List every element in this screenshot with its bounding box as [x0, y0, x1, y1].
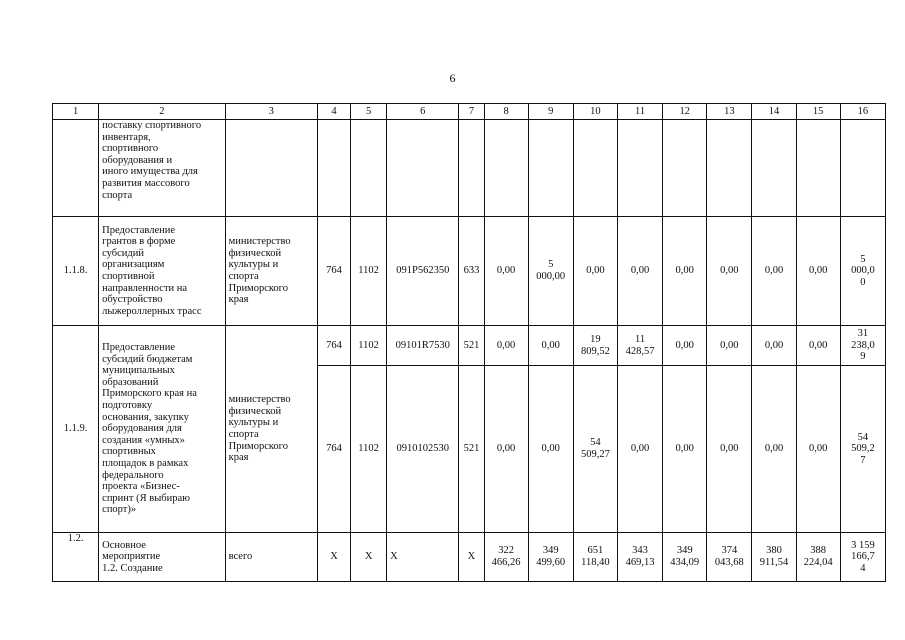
table-cell: Х: [317, 533, 350, 582]
table-cell: [459, 120, 484, 217]
table-cell: 380 911,54: [752, 533, 796, 582]
table-cell: 388 224,04: [796, 533, 840, 582]
table-cell: 322 466,26: [484, 533, 528, 582]
header-row: [53, 104, 886, 120]
table-cell: [573, 120, 617, 217]
description-cell: Основное мероприятие 1.2. Создание: [99, 533, 225, 582]
table-cell: 31 238,0 9: [840, 326, 885, 366]
table-row: [53, 217, 886, 326]
table-cell: 09101R7530: [387, 326, 459, 366]
table-cell: 5 000,0 0: [840, 217, 885, 326]
table-cell: 0,00: [484, 217, 528, 326]
table-cell: 0,00: [796, 326, 840, 366]
table-cell: [752, 120, 796, 217]
table-cell: 0,00: [617, 366, 662, 533]
table-cell: 5 000,00: [528, 217, 573, 326]
table-cell: 633: [459, 217, 484, 326]
table-cell: 521: [459, 366, 484, 533]
table-cell: [796, 120, 840, 217]
table-cell: 0,00: [796, 366, 840, 533]
table-cell: 764: [317, 366, 350, 533]
table-cell: 11 428,57: [617, 326, 662, 366]
table-cell: Х: [351, 533, 387, 582]
table-cell: 764: [317, 217, 350, 326]
table-cell: [317, 120, 350, 217]
budget-table: [52, 103, 886, 582]
table-cell: 0,00: [707, 366, 752, 533]
executor-cell: министерство физической культуры и спорта Приморского края: [225, 326, 317, 533]
table-cell: 091Р562350: [387, 217, 459, 326]
table-cell: Х: [459, 533, 484, 582]
table-cell: [840, 120, 885, 217]
executor-cell: всего: [225, 533, 317, 582]
table-cell: 0,00: [617, 217, 662, 326]
header-cell: 10: [573, 104, 617, 120]
table-cell: 54 509,2 7: [840, 366, 885, 533]
table-cell: 0,00: [573, 217, 617, 326]
table-row: [53, 533, 886, 582]
table-cell: 54 509,27: [573, 366, 617, 533]
table-cell: 343 469,13: [617, 533, 662, 582]
table-cell: 1102: [351, 217, 387, 326]
header-cell: 4: [317, 104, 350, 120]
table-cell: 0,00: [484, 326, 528, 366]
table-cell: 651 118,40: [573, 533, 617, 582]
executor-cell: министерство физической культуры и спорта Приморского края: [225, 217, 317, 326]
table-cell: 0,00: [528, 366, 573, 533]
table-cell: [351, 120, 387, 217]
header-cell: 11: [617, 104, 662, 120]
table-cell: 0910102530: [387, 366, 459, 533]
header-cell: 6: [387, 104, 459, 120]
header-cell: 1: [53, 104, 99, 120]
description-cell: поставку спортивного инвентаря, спортивного оборудования и иного имущества для развития массового спорта: [99, 120, 225, 217]
header-cell: 3: [225, 104, 317, 120]
table-cell: 0,00: [528, 326, 573, 366]
header-cell: 7: [459, 104, 484, 120]
number-cell: 1.2.: [53, 533, 99, 582]
table-cell: 0,00: [796, 217, 840, 326]
table-cell: 0,00: [752, 217, 796, 326]
table-cell: 0,00: [752, 366, 796, 533]
table-cell: 3 159 166,7 4: [840, 533, 885, 582]
header-cell: 13: [707, 104, 752, 120]
table-row: [53, 120, 886, 217]
number-cell: [53, 120, 99, 217]
header-cell: 15: [796, 104, 840, 120]
table-cell: 0,00: [707, 326, 752, 366]
table-cell: 0,00: [663, 366, 707, 533]
table-cell: 764: [317, 326, 350, 366]
table-cell: [484, 120, 528, 217]
header-cell: 12: [663, 104, 707, 120]
description-cell: Предоставление грантов в форме субсидий организациям спортивной направленности на обустройство лыжероллерных трасс: [99, 217, 225, 326]
table-cell: [617, 120, 662, 217]
table-row: [53, 326, 886, 366]
header-cell: 5: [351, 104, 387, 120]
number-cell: 1.1.8.: [53, 217, 99, 326]
table-cell: 374 043,68: [707, 533, 752, 582]
table-cell: 0,00: [663, 217, 707, 326]
header-cell: 16: [840, 104, 885, 120]
header-cell: 2: [99, 104, 225, 120]
executor-cell: [225, 120, 317, 217]
table-cell: [663, 120, 707, 217]
table-cell: 0,00: [707, 217, 752, 326]
table-cell: 1102: [351, 326, 387, 366]
table-cell: 0,00: [752, 326, 796, 366]
table-cell: 1102: [351, 366, 387, 533]
table-cell: Х: [387, 533, 459, 582]
description-cell: Предоставление субсидий бюджетам муниципальных образований Приморского края на подготовку основания, закупку оборудования для создания «умных» спортивных площадок в рамках федерального проекта «Бизнес- спринт (Я выбираю спорт)»: [99, 326, 225, 533]
number-cell: 1.1.9.: [53, 326, 99, 533]
page-number: 6: [449, 71, 456, 85]
table-cell: 19 809,52: [573, 326, 617, 366]
header-cell: 9: [528, 104, 573, 120]
table-cell: [528, 120, 573, 217]
table-cell: [707, 120, 752, 217]
table-cell: 521: [459, 326, 484, 366]
table-cell: 0,00: [663, 326, 707, 366]
table-cell: 0,00: [484, 366, 528, 533]
header-cell: 14: [752, 104, 796, 120]
table-cell: [387, 120, 459, 217]
header-cell: 8: [484, 104, 528, 120]
table-cell: 349 434,09: [663, 533, 707, 582]
table-cell: 349 499,60: [528, 533, 573, 582]
